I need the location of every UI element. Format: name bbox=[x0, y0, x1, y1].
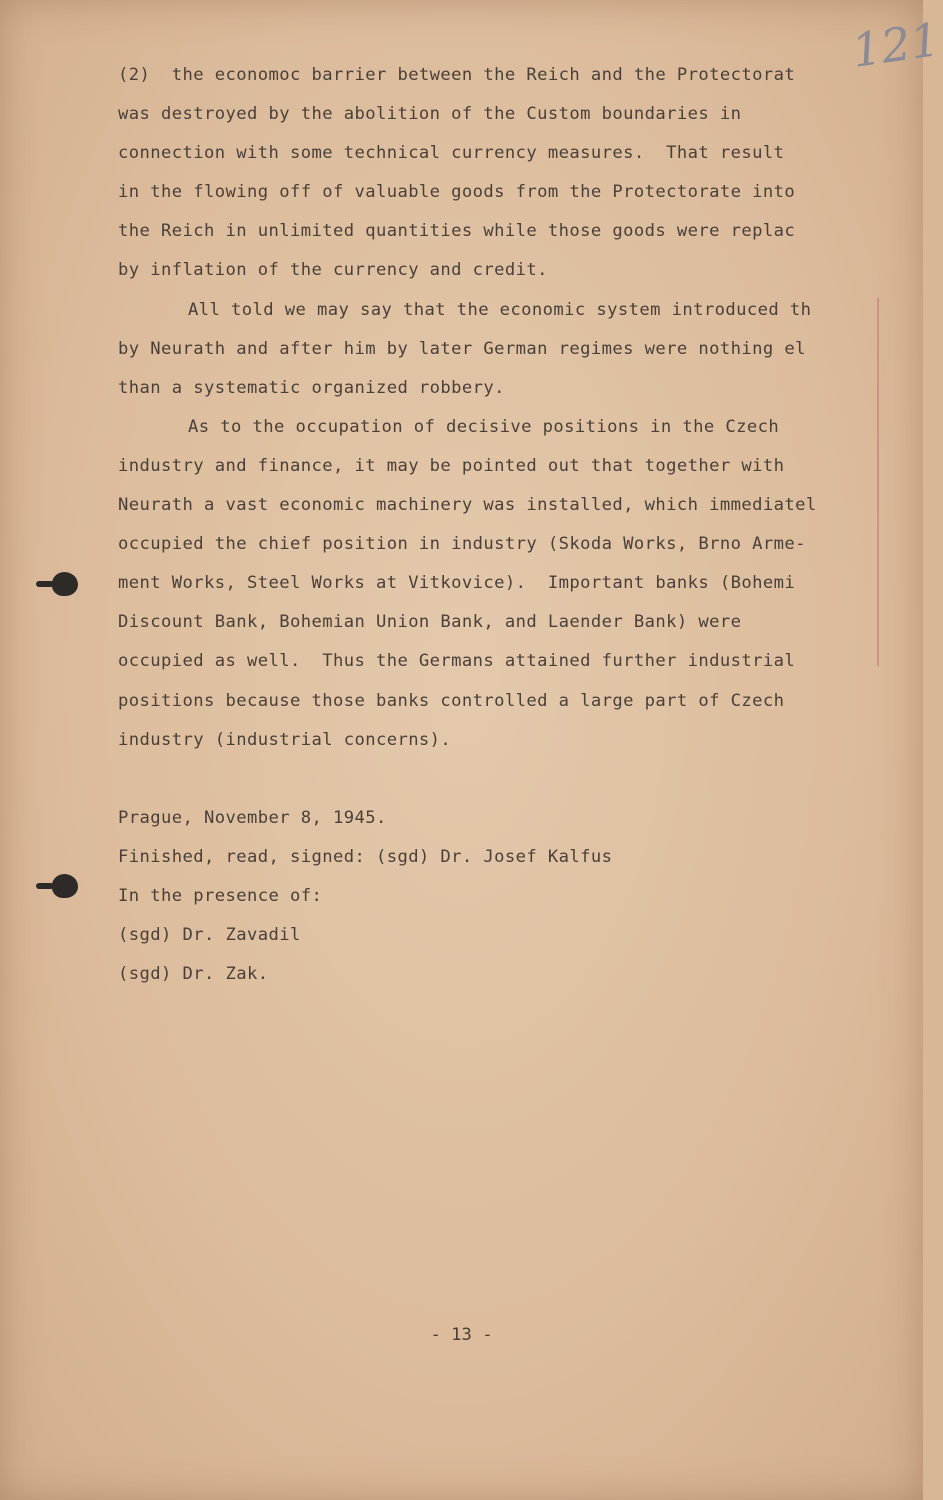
handwritten-folio-number: 121 bbox=[848, 12, 943, 78]
body-line: in the flowing off of valuable goods from the Protectorate into bbox=[118, 182, 796, 203]
paragraph-line: positions because those banks controlled a large part of Czech bbox=[118, 690, 785, 711]
page-number: - 13 - bbox=[430, 1325, 493, 1345]
paragraph-line: All told we may say that the economic system introduced th bbox=[188, 299, 812, 320]
punch-hole-lower bbox=[52, 874, 78, 898]
body-line: connection with some technical currency measures. That result bbox=[118, 143, 785, 164]
paragraph-line: by Neurath and after him by later German regimes were nothing el bbox=[118, 338, 806, 359]
body-line: the Reich in unlimited quantities while those goods were replac bbox=[118, 221, 796, 242]
paragraph-line: Discount Bank, Bohemian Union Bank, and Laender Bank) were bbox=[118, 612, 742, 633]
witness-line: (sgd) Dr. Zavadil bbox=[118, 924, 301, 945]
paragraph-line: industry (industrial concerns). bbox=[118, 729, 452, 750]
paragraph-line: occupied as well. Thus the Germans attained further industrial bbox=[118, 651, 796, 672]
paragraph-line: ment Works, Steel Works at Vitkovice). Important banks (Bohemi bbox=[118, 573, 796, 594]
body-line: (2) the economoc barrier between the Reich and the Protectorat bbox=[118, 65, 796, 85]
signature-line: Finished, read, signed: (sgd) Dr. Josef Kalfus bbox=[118, 846, 613, 867]
body-line: was destroyed by the abolition of the Custom boundaries in bbox=[118, 104, 742, 125]
body-line: by inflation of the currency and credit. bbox=[118, 260, 548, 281]
punch-hole-upper bbox=[52, 572, 78, 596]
witness-line: (sgd) Dr. Zak. bbox=[118, 964, 269, 985]
place-date: Prague, November 8, 1945. bbox=[118, 807, 387, 828]
presence-line: In the presence of: bbox=[118, 885, 323, 906]
spacer bbox=[118, 760, 878, 799]
paragraph-line: As to the occupation of decisive positions in the Czech bbox=[188, 416, 780, 437]
paragraph-line: industry and finance, it may be pointed out that together with bbox=[118, 455, 785, 476]
paragraph-line: occupied the chief position in industry (Skoda Works, Brno Arme- bbox=[118, 534, 806, 555]
paragraph-line: Neurath a vast economic machinery was installed, which immediatel bbox=[118, 495, 817, 516]
paragraph-line: than a systematic organized robbery. bbox=[118, 377, 505, 398]
typed-body bbox=[118, 56, 878, 994]
